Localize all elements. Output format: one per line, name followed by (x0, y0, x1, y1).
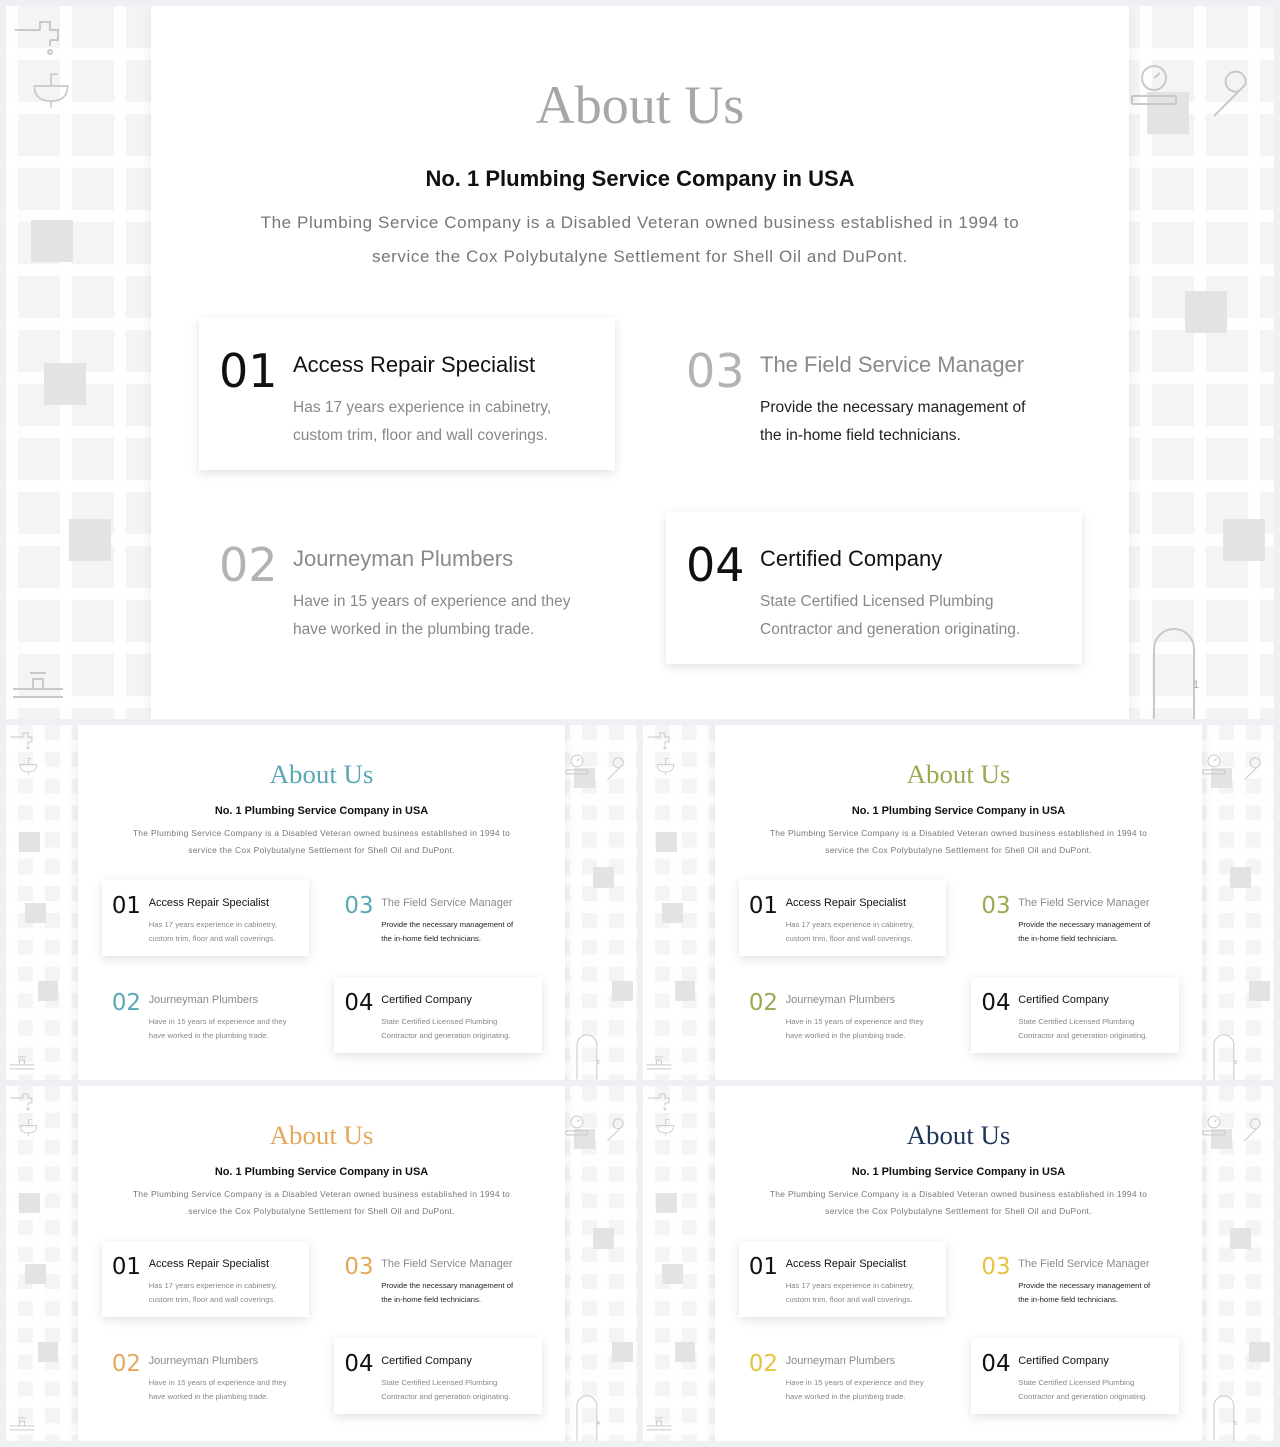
background-tile (662, 1264, 683, 1285)
item-number: 03 (981, 1254, 1011, 1281)
slide-number: 5 (1233, 1421, 1237, 1428)
item-title: The Field Service Manager (760, 352, 1025, 377)
item-number: 01 (111, 1254, 141, 1281)
item-text (381, 1015, 510, 1043)
item-title: Journeyman Plumbers (148, 1354, 259, 1367)
background-tile (25, 1264, 46, 1285)
wrench-icon (600, 1116, 630, 1146)
valve-icon (644, 1050, 674, 1080)
pipe-icon (572, 1381, 602, 1441)
item-02 (199, 512, 615, 664)
slide-subtitle: No. 1 Plumbing Service Company in USA (851, 804, 1066, 817)
item-text-line: Provide the necessary management of (1018, 920, 1151, 930)
item-text-line: Have in 15 years of experience and they (148, 1377, 287, 1387)
slide-description (191, 206, 1089, 274)
item-text-line: custom trim, floor and wall coverings. (148, 934, 276, 944)
item-text (786, 1279, 914, 1307)
background-tile (1230, 1228, 1251, 1249)
slide-title: About Us (269, 758, 374, 789)
pressure-gauge-icon (562, 1111, 592, 1141)
background-tile (25, 903, 46, 924)
item-04-card (334, 977, 541, 1053)
description-line-2: service the Cox Polybutalyne Settlement for Shell Oil and DuPont. (825, 1205, 1092, 1216)
slide-subtitle: No. 1 Plumbing Service Company in USA (425, 166, 855, 191)
sink-icon (16, 1113, 41, 1138)
description-line-1: The Plumbing Service Company is a Disabled Veteran owned business established in 1994 to (769, 1188, 1148, 1199)
item-text-line: have worked in the plumbing trade. (293, 621, 535, 638)
valve-icon (644, 1411, 674, 1441)
valve-icon (7, 1050, 37, 1080)
item-text (1018, 1376, 1147, 1404)
description-line-1: The Plumbing Service Company is a Disabled Veteran owned business established in 1994 to (260, 213, 1020, 232)
slide-1[interactable] (6, 6, 1274, 719)
background-tile (1185, 291, 1227, 333)
item-title: Journeyman Plumbers (785, 1354, 896, 1367)
item-title: Access Repair Specialist (148, 897, 270, 910)
slide-paper (715, 725, 1202, 1080)
pipe-icon (1209, 1020, 1239, 1080)
item-text-line: the in-home field technicians. (381, 1295, 482, 1305)
item-text (760, 394, 1025, 450)
item-04-card (971, 977, 1178, 1053)
pipe-icon (1144, 599, 1204, 719)
item-title: Access Repair Specialist (785, 897, 907, 910)
item-title: Certified Company (1018, 993, 1109, 1006)
item-number: 03 (686, 344, 745, 398)
description-line-1: The Plumbing Service Company is a Disabled Veteran owned business established in 1994 to (132, 827, 511, 838)
slide-title: About Us (269, 1119, 374, 1150)
item-title: Certified Company (760, 546, 943, 571)
item-title: The Field Service Manager (1018, 897, 1150, 910)
sink-icon (653, 752, 678, 777)
item-title: Journeyman Plumbers (293, 546, 514, 571)
slide-2[interactable] (6, 725, 637, 1080)
background-tile (675, 1342, 696, 1363)
item-text (381, 918, 513, 946)
sink-icon (653, 1113, 678, 1138)
slide-number: 4 (596, 1421, 600, 1428)
valve-icon (7, 1411, 37, 1441)
item-03 (971, 880, 1178, 956)
item-text-line: Contractor and generation originating. (1018, 1030, 1148, 1040)
item-text (149, 1376, 287, 1404)
description-line-1: The Plumbing Service Company is a Disabled Veteran owned business established in 1994 to (132, 1188, 511, 1199)
item-03 (666, 318, 1082, 470)
item-text (149, 1279, 277, 1307)
item-text-line: have worked in the plumbing trade. (785, 1030, 906, 1040)
item-text (786, 1015, 924, 1043)
slide-subtitle: No. 1 Plumbing Service Company in USA (214, 1165, 429, 1178)
item-text-line: Provide the necessary management of (381, 920, 514, 930)
item-title: Certified Company (381, 1354, 472, 1367)
description-line-2: service the Cox Polybutalyne Settlement for Shell Oil and DuPont. (825, 844, 1092, 855)
item-text-line: State Certified Licensed Plumbing (760, 593, 994, 610)
item-text-line: have worked in the plumbing trade. (785, 1391, 906, 1401)
background-tile (612, 1342, 633, 1363)
slide-description (98, 1186, 545, 1220)
pressure-gauge-icon (1199, 1111, 1229, 1141)
item-number: 02 (219, 538, 278, 592)
item-text-line: have worked in the plumbing trade. (148, 1030, 269, 1040)
item-text-line: State Certified Licensed Plumbing (381, 1016, 498, 1026)
slide-subtitle: No. 1 Plumbing Service Company in USA (214, 804, 429, 817)
item-title: The Field Service Manager (1018, 1258, 1150, 1271)
slide-title: About Us (906, 758, 1011, 789)
valve-icon (8, 659, 68, 719)
background-tile (44, 363, 86, 405)
item-number: 04 (344, 989, 374, 1016)
item-text-line: State Certified Licensed Plumbing (381, 1377, 498, 1387)
background-tile (656, 1193, 677, 1214)
item-text (786, 918, 914, 946)
background-tile (69, 519, 111, 561)
item-number: 04 (981, 1350, 1011, 1377)
slide-paper (151, 6, 1129, 719)
item-text (1018, 1279, 1150, 1307)
slide-subtitle: No. 1 Plumbing Service Company in USA (851, 1165, 1066, 1178)
item-title: The Field Service Manager (381, 897, 513, 910)
item-01-card (739, 1241, 946, 1317)
item-text-line: Provide the necessary management of (381, 1281, 514, 1291)
item-01-card (199, 318, 615, 470)
pressure-gauge-icon (1124, 56, 1184, 116)
item-text-line: State Certified Licensed Plumbing (1018, 1377, 1135, 1387)
item-text-line: custom trim, floor and wall coverings. (148, 1295, 276, 1305)
background-tile (38, 1342, 59, 1363)
pipe-icon (1209, 1381, 1239, 1441)
item-text-line: the in-home field technicians. (1018, 1295, 1119, 1305)
item-text (381, 1376, 510, 1404)
item-02 (739, 977, 946, 1053)
item-text-line: Provide the necessary management of (760, 399, 1026, 416)
background-tile (656, 832, 677, 853)
item-01-card (102, 1241, 309, 1317)
item-title: Journeyman Plumbers (148, 993, 259, 1006)
item-number: 02 (748, 989, 778, 1016)
background-tile (593, 867, 614, 888)
wrench-icon (1237, 1116, 1267, 1146)
slide-paper (78, 1086, 565, 1441)
description-line-2: service the Cox Polybutalyne Settlement for Shell Oil and DuPont. (188, 844, 455, 855)
background-tile (19, 832, 40, 853)
wrench-icon (1237, 755, 1267, 785)
sink-icon (16, 752, 41, 777)
item-04-card (334, 1338, 541, 1414)
item-text-line: Has 17 years experience in cabinetry, (148, 1281, 277, 1291)
item-number: 01 (219, 344, 278, 398)
background-tile (662, 903, 683, 924)
slide-3[interactable] (643, 725, 1274, 1080)
background-tile (1249, 1342, 1270, 1363)
item-number: 02 (111, 989, 141, 1016)
slide-paper (715, 1086, 1202, 1441)
item-03 (334, 880, 541, 956)
pressure-gauge-icon (562, 750, 592, 780)
item-number: 04 (344, 1350, 374, 1377)
item-text-line: Have in 15 years of experience and they (293, 593, 571, 610)
background-tile (593, 1228, 614, 1249)
item-text-line: Have in 15 years of experience and they (148, 1016, 287, 1026)
slide-number: 3 (1233, 1060, 1237, 1067)
item-01-card (102, 880, 309, 956)
item-text (786, 1376, 924, 1404)
background-tile (612, 981, 633, 1002)
item-text-line: Contractor and generation originating. (381, 1391, 511, 1401)
item-number: 04 (981, 989, 1011, 1016)
pressure-gauge-icon (1199, 750, 1229, 780)
item-text-line: Have in 15 years of experience and they (785, 1377, 924, 1387)
item-number: 02 (111, 1350, 141, 1377)
wrench-icon (600, 755, 630, 785)
item-title: Access Repair Specialist (785, 1258, 907, 1271)
item-text-line: Has 17 years experience in cabinetry, (785, 1281, 914, 1291)
slide-number: 2 (596, 1060, 600, 1067)
item-title: Access Repair Specialist (148, 1258, 270, 1271)
item-number: 02 (748, 1350, 778, 1377)
item-number: 03 (981, 893, 1011, 920)
slide-5[interactable] (643, 1086, 1274, 1441)
item-number: 03 (344, 1254, 374, 1281)
item-title: Journeyman Plumbers (785, 993, 896, 1006)
background-tile (1249, 981, 1270, 1002)
background-tile (1223, 519, 1265, 561)
item-title: The Field Service Manager (381, 1258, 513, 1271)
item-text-line: the in-home field technicians. (381, 934, 482, 944)
description-line-1: The Plumbing Service Company is a Disabled Veteran owned business established in 1994 to (769, 827, 1148, 838)
background-tile (38, 981, 59, 1002)
background-tile (19, 1193, 40, 1214)
item-number: 01 (111, 893, 141, 920)
item-text-line: Contractor and generation originating. (1018, 1391, 1148, 1401)
wrench-icon (1199, 66, 1259, 126)
item-text-line: Have in 15 years of experience and they (785, 1016, 924, 1026)
description-line-2: service the Cox Polybutalyne Settlement for Shell Oil and DuPont. (188, 1205, 455, 1216)
item-text-line: Contractor and generation originating. (381, 1030, 511, 1040)
item-text (381, 1279, 513, 1307)
item-text-line: custom trim, floor and wall coverings. (785, 1295, 913, 1305)
background-tile (675, 981, 696, 1002)
background-tile (31, 220, 73, 262)
background-tile (1230, 867, 1251, 888)
item-number: 03 (344, 893, 374, 920)
slide-description (735, 825, 1182, 859)
item-text-line: custom trim, floor and wall coverings. (785, 934, 913, 944)
item-number: 04 (686, 538, 745, 592)
item-text-line: Provide the necessary management of (1018, 1281, 1151, 1291)
item-text (149, 918, 277, 946)
item-text-line: the in-home field technicians. (1018, 934, 1119, 944)
item-02 (102, 1338, 309, 1414)
slide-number: 1 (1193, 679, 1200, 691)
slide-description (98, 825, 545, 859)
item-text (149, 1015, 287, 1043)
item-02 (102, 977, 309, 1053)
item-text-line: custom trim, floor and wall coverings. (293, 427, 548, 444)
item-03 (971, 1241, 1178, 1317)
item-02 (739, 1338, 946, 1414)
item-number: 01 (748, 1254, 778, 1281)
slide-title: About Us (535, 75, 745, 135)
item-text (293, 588, 570, 644)
item-text-line: Has 17 years experience in cabinetry, (785, 920, 914, 930)
item-text-line: Has 17 years experience in cabinetry, (148, 920, 277, 930)
sink-icon (26, 61, 76, 111)
item-01-card (739, 880, 946, 956)
item-03 (334, 1241, 541, 1317)
item-title: Certified Company (1018, 1354, 1109, 1367)
slide-4[interactable] (6, 1086, 637, 1441)
slide-title: About Us (906, 1119, 1011, 1150)
slide-paper (78, 725, 565, 1080)
item-title: Certified Company (381, 993, 472, 1006)
item-04-card (666, 512, 1082, 664)
description-line-2: service the Cox Polybutalyne Settlement for Shell Oil and DuPont. (371, 247, 909, 266)
item-text-line: State Certified Licensed Plumbing (1018, 1016, 1135, 1026)
item-title: Access Repair Specialist (293, 352, 536, 377)
pipe-icon (572, 1020, 602, 1080)
item-text (760, 588, 1020, 644)
item-text-line: have worked in the plumbing trade. (148, 1391, 269, 1401)
item-number: 01 (748, 893, 778, 920)
item-text-line: Has 17 years experience in cabinetry, (293, 399, 552, 416)
item-04-card (971, 1338, 1178, 1414)
item-text (1018, 1015, 1147, 1043)
item-text (1018, 918, 1150, 946)
item-text (293, 394, 551, 450)
item-text-line: Contractor and generation originating. (760, 621, 1021, 638)
slide-description (735, 1186, 1182, 1220)
item-text-line: the in-home field technicians. (760, 427, 961, 444)
